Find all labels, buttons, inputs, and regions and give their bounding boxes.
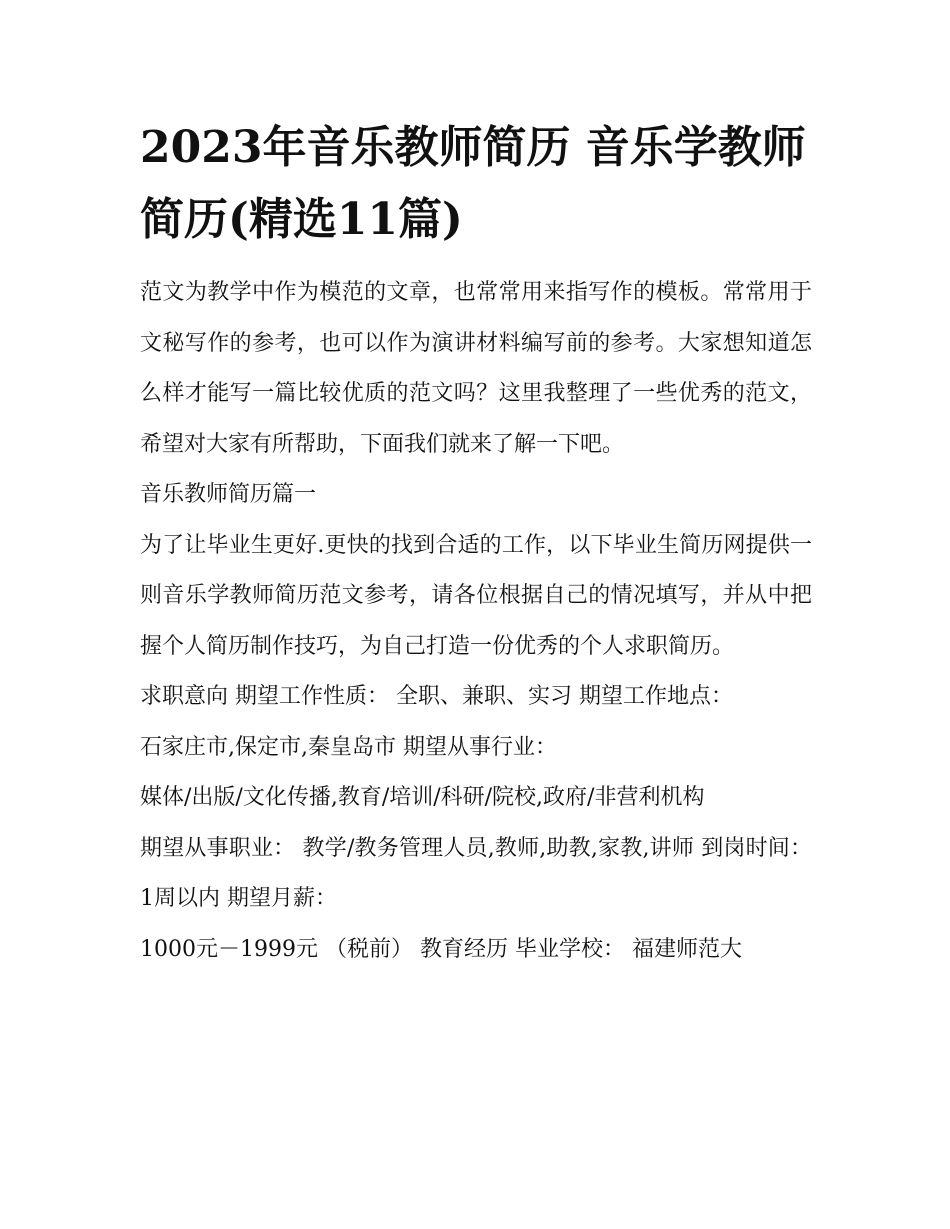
document-title: 2023年音乐教师简历 音乐学教师简历(精选11篇) (140, 122, 806, 245)
body-paragraph: 为了让毕业生更好.更快的找到合适的工作，以下毕业生简历网提供一则音乐学教师简历范文参考，请各位根据自己的情况填写，并从中把握个人简历制作技巧，为自己打造一份优秀的个人求职简历。 (140, 532, 812, 659)
location-line: 石家庄市,保定市,秦皇岛市 期望从事行业： (140, 734, 557, 760)
section-heading: 音乐教师简历篇一 (140, 482, 317, 507)
document-page (140, 112, 812, 975)
occupation-line: 期望从事职业： 教学/教务管理人员,教师,助教,家教,讲师 到岗时间： 1周以内 期望月薪： (140, 835, 812, 911)
intro-paragraph: 范文为教学中作为模范的文章，也常常用来指写作的模板。常常用于文秘写作的参考，也可以作为演讲材料编写前的参考。大家想知道怎么样才能写一篇比较优质的范文吗？这里我整理了一些优秀的范文，希望对大家有所帮助，下面我们就来了解一下吧。 (140, 280, 812, 457)
industry-line: 媒体/出版/文化传播,教育/培训/科研/院校,政府/非营利机构 (140, 785, 705, 810)
title-block (140, 112, 812, 256)
salary-education-line: 1000元－1999元 （税前） 教育经历 毕业学校： 福建师范大 (140, 936, 742, 962)
job-intent-line: 求职意向 期望工作性质： 全职、兼职、实习 期望工作地点： (140, 684, 733, 709)
